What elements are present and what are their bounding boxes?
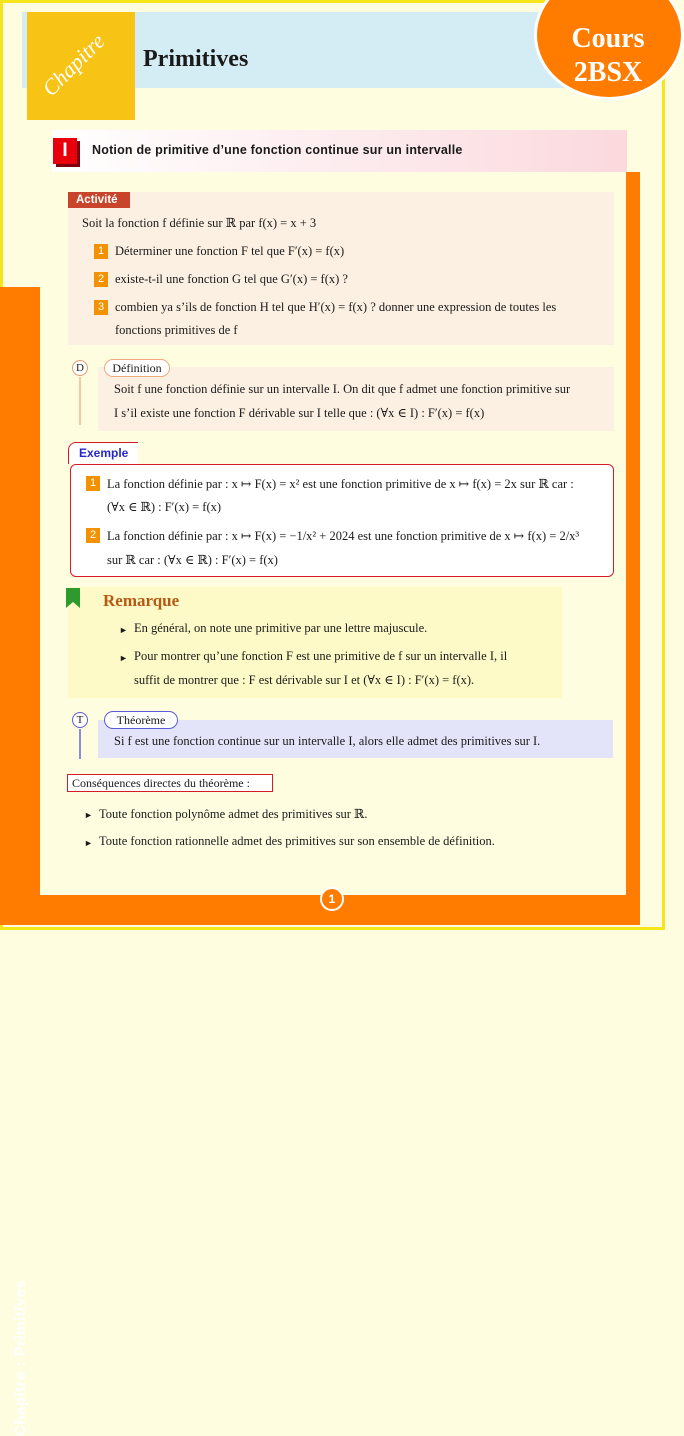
theoreme-text: Si f est une fonction continue sur un intervalle I, alors elle admet des primitives sur I. (114, 734, 541, 748)
exemple-item-line: La fonction définie par : x ↦ F(x) = x² est une fonction primitive de x ↦ f(x) = 2x sur ℝ car : (107, 477, 574, 491)
exemple-item-number: 1 (86, 476, 100, 491)
activite-item-text-cont: fonctions primitives de f (115, 323, 238, 337)
chapitre-box (27, 12, 135, 120)
remarque-item-line: suffit de montrer que : F est dérivable sur I et (∀x ∈ I) : F′(x) = f(x). (134, 673, 475, 687)
definition-rule (79, 377, 81, 425)
bookmark-icon (66, 588, 80, 608)
activite-intro: Soit la fonction f définie sur ℝ par f(x) = x + 3 (82, 216, 317, 230)
theoreme-rule (79, 729, 81, 759)
consequences-label: Conséquences directes du théorème : (67, 774, 273, 792)
cours-label: Cours (571, 23, 645, 54)
right-band (626, 172, 640, 922)
consequence-item: Toute fonction rationnelle admet des primitives sur son ensemble de définition. (99, 834, 495, 848)
remarque-item-line: Pour montrer qu’une fonction F est une primitive de f sur un intervalle I, il (134, 649, 508, 663)
activite-item-text: Déterminer une fonction F tel que F′(x) = f(x) (115, 244, 345, 258)
exemple-item-line: La fonction définie par : x ↦ F(x) = −1/x² + 2024 est une fonction primitive de x ↦ f(x) = 2/x³ (107, 529, 580, 543)
sidebar-label-wrap (8, 716, 32, 1436)
triangle-bullet-icon: ► (119, 625, 128, 635)
page-title: Primitives (143, 46, 249, 72)
triangle-bullet-icon: ► (84, 810, 93, 820)
exemple-item-line: sur ℝ car : (∀x ∈ ℝ) : F′(x) = f(x) (107, 553, 278, 567)
consequence-item: Toute fonction polynôme admet des primitives sur ℝ. (99, 807, 368, 821)
activite-label: Activité (68, 192, 130, 208)
remarque-item-line: En général, on note une primitive par une lettre majuscule. (134, 621, 428, 635)
section-number: I (53, 138, 77, 164)
activite-item-text: combien ya s’ils de fonction H tel que H′(x) = f(x) ? donner une expression de toutes les (115, 300, 557, 314)
definition-line: Soit f une fonction définie sur un intervalle I. On dit que f admet une fonction primitive sur (114, 382, 571, 396)
chapitre-label: Chapitre (37, 28, 110, 101)
exemple-label: Exemple (68, 442, 138, 464)
exemple-item-number: 2 (86, 528, 100, 543)
definition-box (98, 367, 614, 431)
activite-item-number: 3 (94, 300, 108, 315)
triangle-bullet-icon: ► (119, 653, 128, 663)
level-label: 2BSX (573, 57, 643, 88)
exemple-item-line: (∀x ∈ ℝ) : F′(x) = f(x) (107, 500, 222, 514)
sidebar-label: Chapitre : Primitives (12, 1279, 29, 1436)
sidebar-band (0, 287, 40, 925)
section-title: Notion de primitive d’une fonction continue sur un intervalle (92, 143, 463, 157)
activite-item-number: 2 (94, 272, 108, 287)
remarque-label: Remarque (103, 591, 180, 610)
activite-item-number: 1 (94, 244, 108, 259)
activite-item-text: existe-t-il une fonction G tel que G′(x) = f(x) ? (115, 272, 348, 286)
triangle-bullet-icon: ► (84, 838, 93, 848)
theoreme-label: Théorème (104, 711, 178, 729)
definition-marker: D (72, 360, 88, 376)
page-number: 1 (320, 887, 344, 911)
cours-badge (534, 0, 684, 100)
definition-label: Définition (104, 359, 170, 377)
definition-line: I s’il existe une fonction F dérivable sur I telle que : (∀x ∈ I) : F′(x) = f(x) (114, 406, 485, 420)
theoreme-marker: T (72, 712, 88, 728)
